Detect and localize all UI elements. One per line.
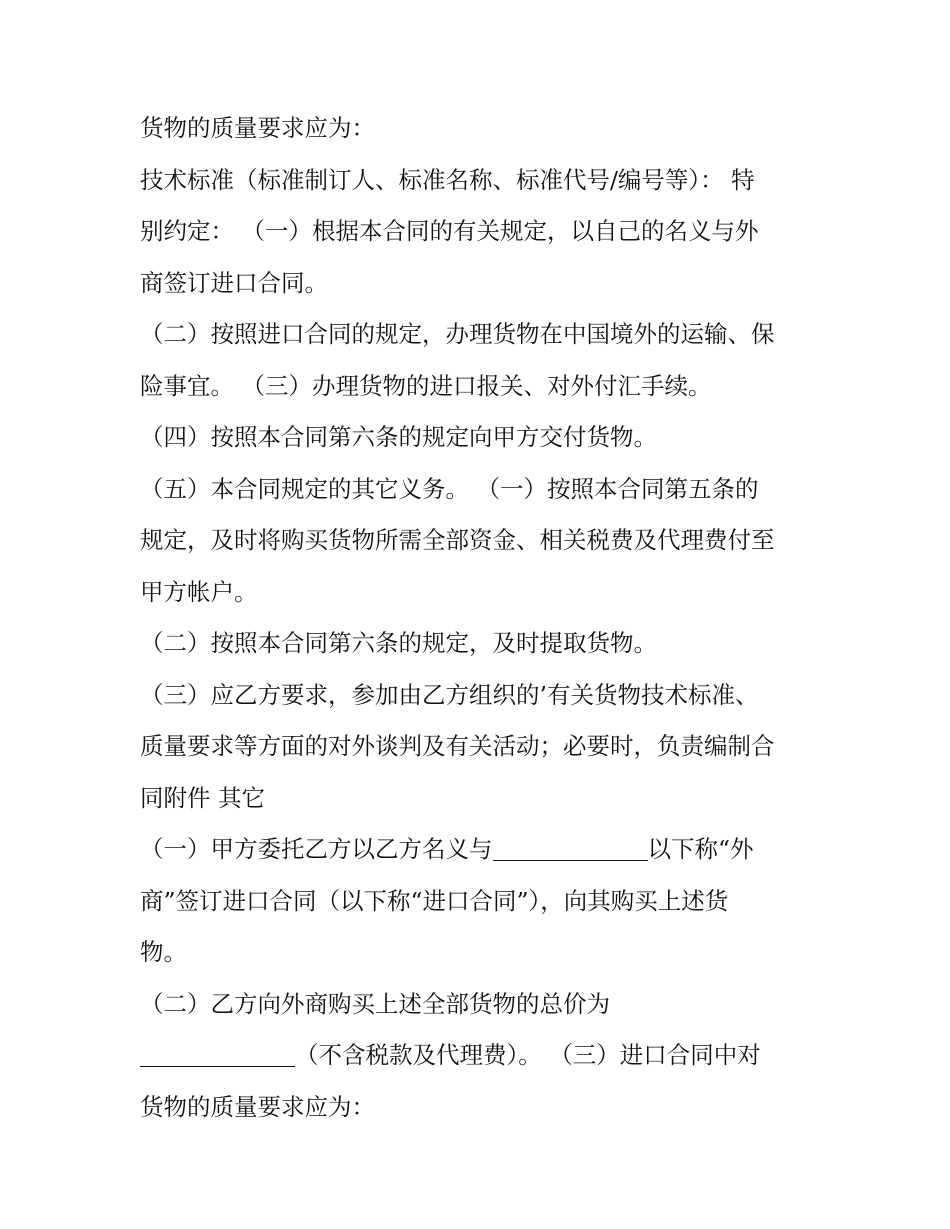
text-line: 别约定： （一）根据本合同的有关规定，以自己的名义与外 bbox=[140, 217, 759, 245]
text-segment: （一）甲方委托乙方以乙方名义与 bbox=[140, 835, 493, 863]
text-line: （四）按照本合同第六条的规定向甲方交付货物。 bbox=[140, 423, 657, 451]
text-line: （二）乙方向外商购买上述全部货物的总价为 bbox=[140, 989, 610, 1018]
fill-in-blank bbox=[140, 1039, 295, 1067]
text-line: 质量要求等方面的对外谈判及有关活动；必要时，负责编制合 bbox=[140, 732, 775, 760]
text-line: 物。 bbox=[140, 938, 187, 966]
text-line: 技术标准（标准制订人、标准名称、标准代号/编号等）： 特 bbox=[140, 165, 755, 194]
fill-in-blank bbox=[493, 833, 648, 861]
text-line: 同附件 其它 bbox=[140, 783, 265, 812]
text-line: 险事宜。 （三）办理货物的进口报关、对外付汇手续。 bbox=[140, 371, 712, 400]
text-line: （三）应乙方要求，参加由乙方组织的’有关货物技术标准、 bbox=[140, 680, 759, 709]
text-line bbox=[140, 824, 830, 876]
text-line bbox=[140, 1030, 830, 1082]
text-line: 货物的质量要求应为： bbox=[140, 1092, 375, 1121]
text-line: （二）按照本合同第六条的规定，及时提取货物。 bbox=[140, 629, 657, 657]
contract-page bbox=[140, 103, 830, 1133]
text-segment: （不含税款及代理费）。 （三）进口合同中对 bbox=[295, 1041, 761, 1069]
text-line: 商”签订进口合同（以下称“进口合同”），向其购买上述货 bbox=[140, 886, 729, 915]
text-line: 商签订进口合同。 bbox=[140, 268, 328, 297]
text-line: 货物的质量要求应为： bbox=[140, 114, 375, 142]
text-line: （二）按照进口合同的规定，办理货物在中国境外的运输、保 bbox=[140, 320, 775, 348]
text-line: （五）本合同规定的其它义务。 （一）按照本合同第五条的 bbox=[140, 474, 759, 503]
text-line: 规定，及时将购买货物所需全部资金、相关税费及代理费付至 bbox=[140, 526, 775, 554]
text-segment: 以下称“外 bbox=[647, 835, 754, 863]
text-line: 甲方帐户。 bbox=[140, 577, 258, 606]
